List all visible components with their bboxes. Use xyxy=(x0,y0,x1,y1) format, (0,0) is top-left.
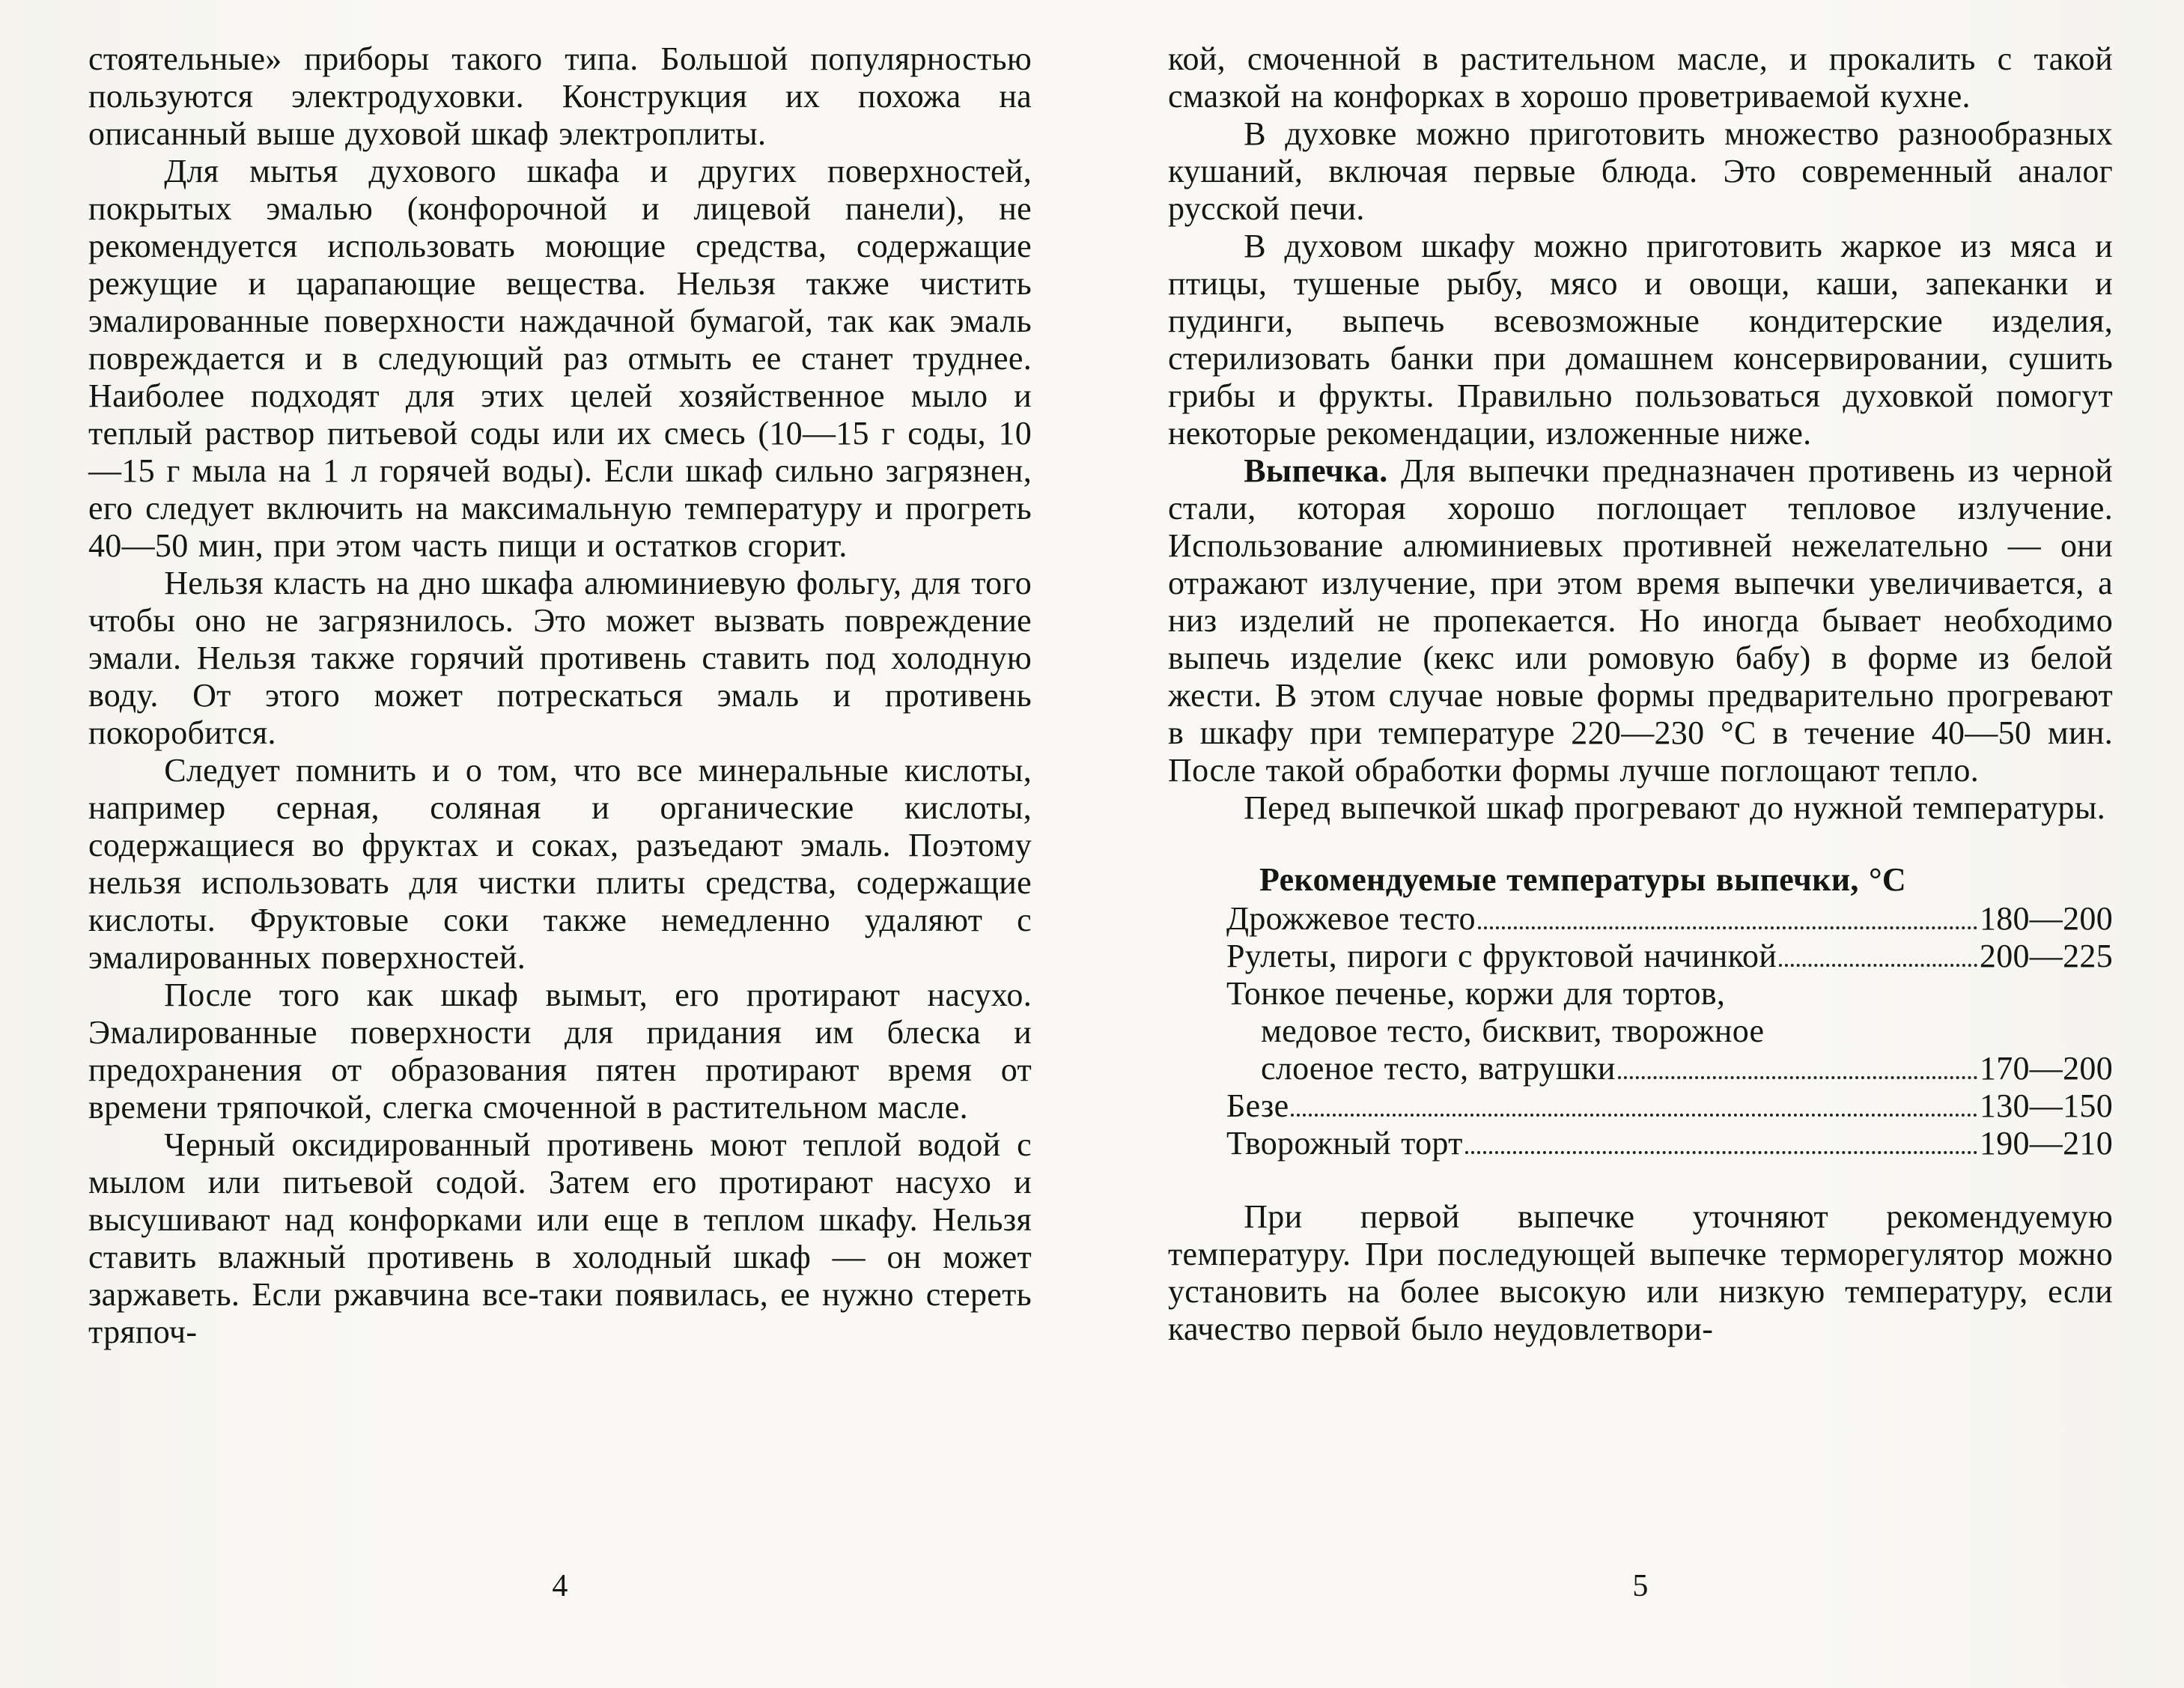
paragraph: стоятельные» приборы такого типа. Большой популярностью пользуются электродуховки. Конструкция их похожа на описанный выше духовой шкаф электроплиты. xyxy=(88,40,1032,152)
table-row xyxy=(1226,900,2113,938)
table-row xyxy=(1226,1013,2113,1050)
paragraph: В духовом шкафу можно приготовить жаркое из мяса и птицы, тушеные рыбу, мясо и овощи, каши, запеканки и пудинги, выпечь всевозможные кондитерские изделия, стерилизовать банки при домашнем консервировании, сушить грибы и фрукты. Правильно пользоваться духовкой помогут некоторые рекомендации, изложенные ниже. xyxy=(1168,228,2113,452)
page-number-left: 4 xyxy=(552,1569,568,1603)
row-label: слоеное тесто, ватрушки xyxy=(1261,1050,1616,1087)
baking-text: Для выпечки предназначен противень из черной стали, которая хорошо поглощает тепловое излучение. Использование алюминиевых противней нежелательно — они отражают излучение, при этом время выпечки увеличивается, а низ изделий не пропекается. Но иногда бывает необходимо выпечь изделие (кекс или ромовую бабу) в форме из белой жести. В этом случае новые формы предварительно прогревают в шкафу при температуре 220—230 °С в течение 40—50 мин. После такой обработки формы лучше поглощают тепло. xyxy=(1168,452,2113,789)
page-number-right: 5 xyxy=(1632,1569,1649,1603)
row-label: Тонкое печенье, коржи для тортов, xyxy=(1226,975,1726,1012)
table-row xyxy=(1226,1050,2113,1087)
baking-temperature-table xyxy=(1226,861,2113,1162)
dot-leader xyxy=(1618,1076,1977,1079)
temperature-value: 130—150 xyxy=(1979,1087,2113,1124)
paragraph: После того как шкаф вымыт, его протирают насухо. Эмалированные поверхности для придания им блеска и предохранения от образования пятен протирают время от времени тряпочкой, слегка смоченной в растительном масле. xyxy=(88,977,1032,1126)
paragraph: Следует помнить и о том, что все минеральные кислоты, например серная, соляная и органические кислоты, содержащиеся во фруктах и соках, разъедают эмаль. Поэтому нельзя использовать для чистки плиты средства, содержащие кислоты. Фруктовые соки также немедленно удаляют с эмалированных поверхностей. xyxy=(88,752,1032,976)
dot-leader xyxy=(1291,1114,1977,1117)
row-label: Безе xyxy=(1226,1087,1289,1124)
baking-lead-word: Выпечка. xyxy=(1244,452,1388,489)
dot-leader xyxy=(1478,926,1977,929)
table-row xyxy=(1226,1087,2113,1125)
paragraph: Черный оксидированный противень моют теплой водой с мылом или питьевой содой. Затем его протирают насухо и высушивают над конфорками или еще в теплом шкафу. Нельзя ставить влажный противень в холодный шкаф — он может заржаветь. Если ржавчина все-таки появилась, ее нужно стереть тряпоч- xyxy=(88,1126,1032,1350)
left-page-text-column xyxy=(88,40,1032,1351)
temperature-value: 190—210 xyxy=(1979,1125,2113,1162)
paragraph: Нельзя класть на дно шкафа алюминиевую фольгу, для того чтобы оно не загрязнилось. Это может вызвать повреждение эмали. Нельзя также горячий противень ставить под холодную воду. От этого может потрескаться эмаль и противень покоробится. xyxy=(88,565,1032,751)
table-row xyxy=(1226,1125,2113,1162)
right-page-text-column xyxy=(1168,40,2113,1348)
temperature-value: 180—200 xyxy=(1979,900,2113,937)
table-row xyxy=(1226,938,2113,975)
table-row xyxy=(1226,975,2113,1013)
dot-leader xyxy=(1465,1151,1977,1154)
temperature-value: 170—200 xyxy=(1979,1050,2113,1087)
table-title: Рекомендуемые температуры выпечки, °С xyxy=(1259,861,1906,898)
paragraph: Перед выпечкой шкаф прогревают до нужной температуры. xyxy=(1244,789,2105,826)
temperature-value: 200—225 xyxy=(1979,938,2113,974)
row-label: медовое тесто, бисквит, творожное xyxy=(1261,1013,1765,1049)
paragraph-baking xyxy=(1168,452,2113,789)
paragraph: Для мытья духового шкафа и других поверхностей, покрытых эмалью (конфорочной и лицевой панели), не рекомендуется использовать моющие средства, содержащие режущие и царапающие вещества. Нельзя также чистить эмалированные поверхности наждачной бумагой, так как эмаль повреждается и в следующий раз отмыть ее станет труднее. Наиболее подходят для этих целей хозяйственное мыло и теплый раствор питьевой соды или их смесь (10—15 г соды, 10—15 г мыла на 1 л горячей воды). Если шкаф сильно загрязнен, его следует включить на максимальную температуру и прогреть 40—50 мин, при этом часть пищи и остатков сгорит. xyxy=(88,153,1032,564)
row-label: Рулеты, пироги с фруктовой начинкой xyxy=(1226,938,1777,974)
row-label: Творожный торт xyxy=(1226,1125,1463,1162)
paragraph: В духовке можно приготовить множество разнообразных кушаний, включая первые блюда. Это современный аналог русской печи. xyxy=(1168,115,2113,227)
dot-leader xyxy=(1779,964,1977,967)
paragraph: кой, смоченной в растительном масле, и прокалить с такой смазкой на конфорках в хорошо проветриваемой кухне. xyxy=(1168,40,2113,115)
row-label: Дрожжевое тесто xyxy=(1226,900,1476,937)
paragraph: При первой выпечке уточняют рекомендуемую температуру. При последующей выпечке терморегулятор можно установить на более высокую или низкую температуру, если качество первой было неудовлетвори- xyxy=(1168,1198,2113,1347)
